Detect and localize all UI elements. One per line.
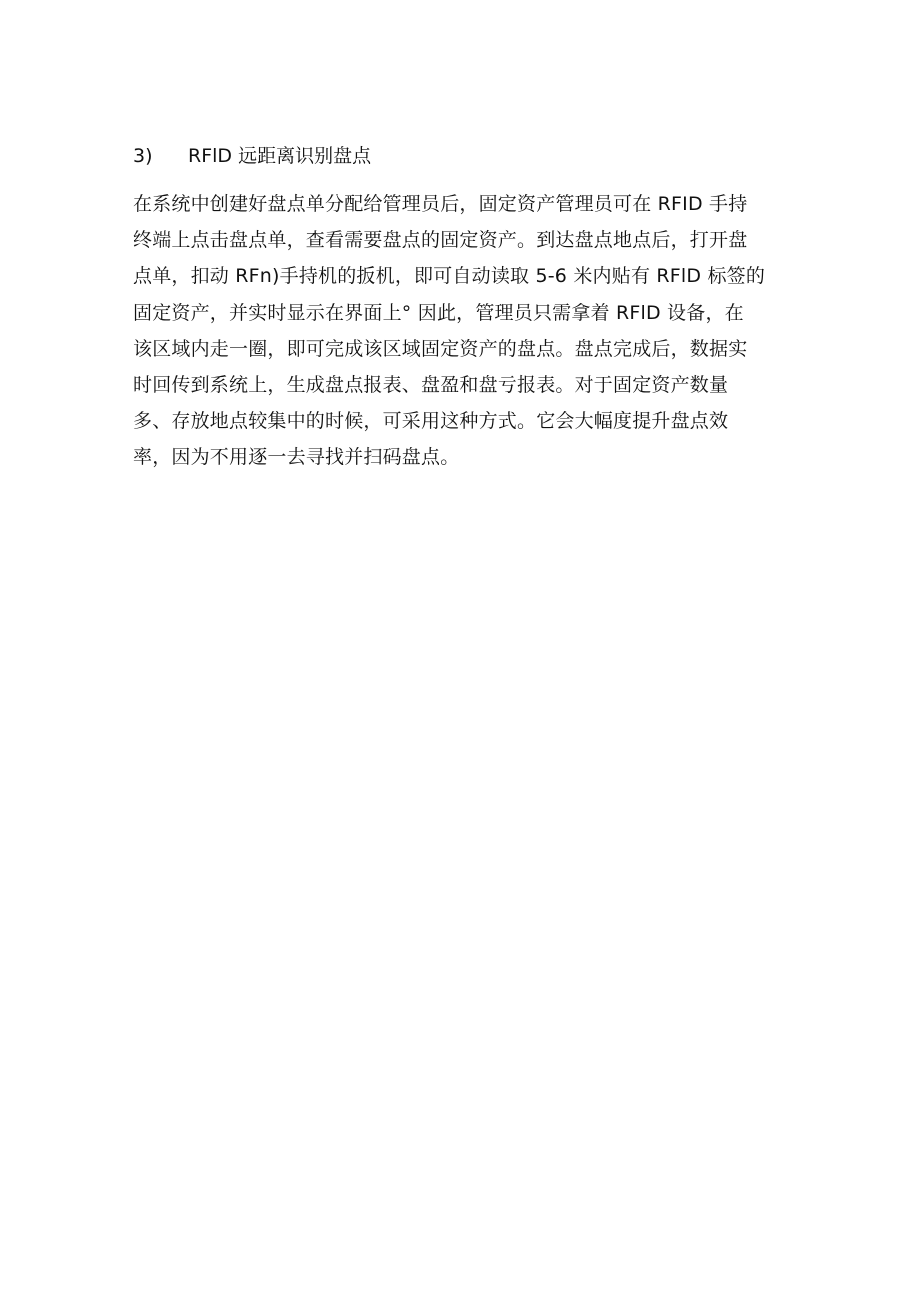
paragraph-line: 在系统中创建好盘点单分配给管理员后，固定资产管理员可在 RFID 手持 xyxy=(133,193,748,215)
paragraph-line: 率，因为不用逐一去寻找并扫码盘点。 xyxy=(133,446,460,469)
section-title: RFlD 远距离识别盘点 xyxy=(188,145,372,167)
paragraph-line: 点单，扣动 RFn)手持机的扳机，即可自动读取 5-6 米内贴有 RFlD 标签的 xyxy=(133,265,766,288)
paragraph-line: 时回传到系统上，生成盘点报表、盘盈和盘亏报表。对于固定资产数量 xyxy=(133,373,729,396)
paragraph-line: 该区域内走一圈，即可完成该区域固定资产的盘点。盘点完成后，数据实 xyxy=(133,337,748,360)
section-number: 3) xyxy=(133,145,153,167)
paragraph-line: 终端上点击盘点单，查看需要盘点的固定资产。到达盘点地点后，打开盘 xyxy=(133,229,748,252)
section-heading xyxy=(133,143,371,169)
paragraph-line: 固定资产，并实时显示在界面上° 因此，管理员只需拿着 RFlD 设备，在 xyxy=(133,301,744,324)
paragraph-line: 多、存放地点较集中的时候，可采用这种方式。它会大幅度提升盘点效 xyxy=(133,410,729,433)
body-paragraph xyxy=(133,186,793,476)
